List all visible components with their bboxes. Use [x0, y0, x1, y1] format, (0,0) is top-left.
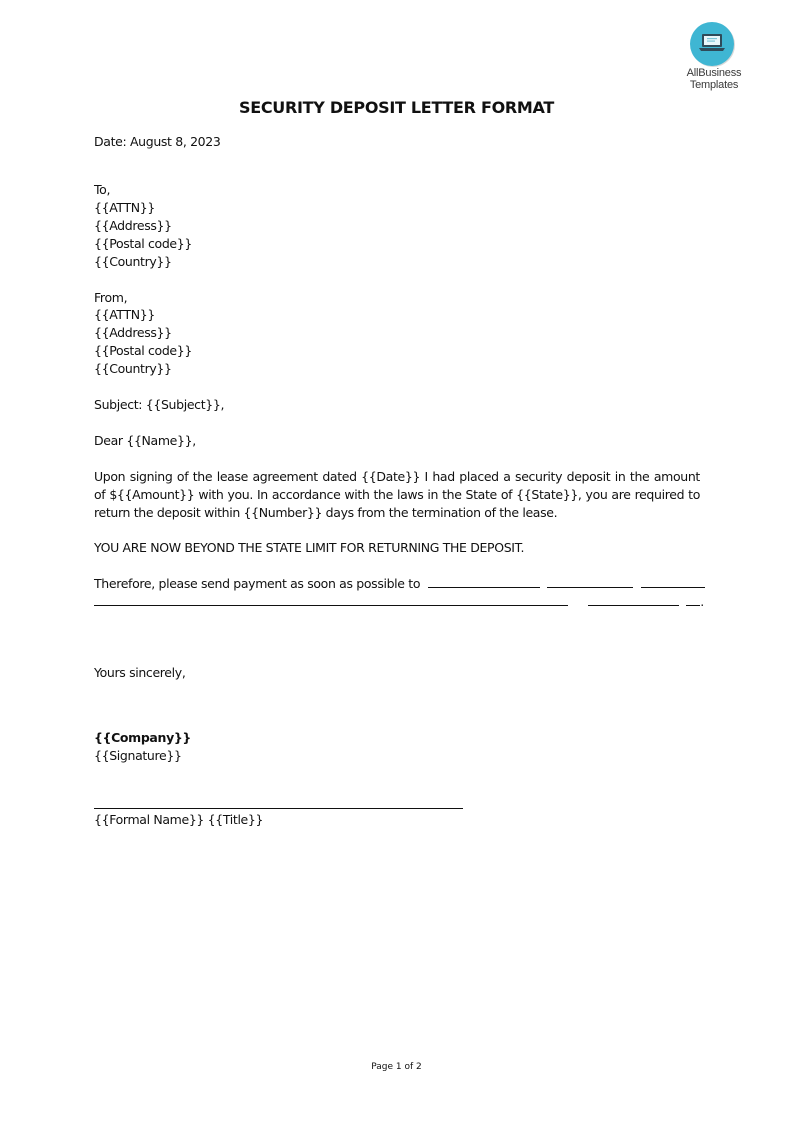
document-title: SECURITY DEPOSIT LETTER FORMAT [238, 98, 554, 117]
logo-text-line2: Templates [689, 79, 739, 91]
payment-line-2 [94, 593, 704, 611]
to-label: To, [94, 182, 111, 197]
logo-text [676, 67, 752, 91]
from-address: {{Address}} [94, 325, 172, 340]
payment-line-1 [94, 575, 705, 593]
to-country: {{Country}} [94, 254, 172, 269]
date-line: Date: August 8, 2023 [94, 134, 221, 149]
logo-text-line1: AllBusiness [686, 67, 742, 79]
body-paragraph: Upon signing of the lease agreement dated {{Date}} I had placed a security deposit in the amount of ${{Amount}} with you. In accordance with the laws in the State of {{State}}, you are required to return the deposit within {{Number}} days from the termination of the lease. [94, 469, 700, 520]
notice-line: YOU ARE NOW BEYOND THE STATE LIMIT FOR RETURNING THE DEPOSIT. [94, 540, 525, 555]
salutation: Dear {{Name}}, [94, 433, 196, 448]
payment-blank-4[interactable] [94, 593, 568, 606]
payment-blank-5[interactable] [588, 593, 679, 606]
laptop-icon [699, 33, 725, 53]
company-name: {{Company}} [94, 730, 191, 745]
subject-line: Subject: {{Subject}}, [94, 397, 225, 412]
to-attn: {{ATTN}} [94, 200, 155, 215]
to-postal-code: {{Postal code}} [94, 236, 192, 251]
formal-name-title: {{Formal Name}} {{Title}} [94, 812, 264, 827]
payment-end: . [700, 594, 704, 609]
to-address: {{Address}} [94, 218, 172, 233]
from-country: {{Country}} [94, 361, 172, 376]
payment-blank-1[interactable] [428, 575, 540, 588]
from-attn: {{ATTN}} [94, 307, 155, 322]
closing: Yours sincerely, [94, 665, 186, 680]
page-number: Page 1 of 2 [371, 1062, 422, 1072]
payment-blank-6[interactable] [686, 593, 700, 606]
allbusiness-templates-logo [676, 22, 752, 94]
from-postal-code: {{Postal code}} [94, 343, 192, 358]
signature-line [94, 808, 463, 809]
logo-badge [690, 22, 734, 66]
signature-placeholder: {{Signature}} [94, 748, 182, 763]
payment-text: Therefore, please send payment as soon as possible to [94, 576, 421, 591]
payment-blank-3[interactable] [641, 575, 705, 588]
payment-blank-2[interactable] [547, 575, 633, 588]
from-label: From, [94, 290, 128, 305]
